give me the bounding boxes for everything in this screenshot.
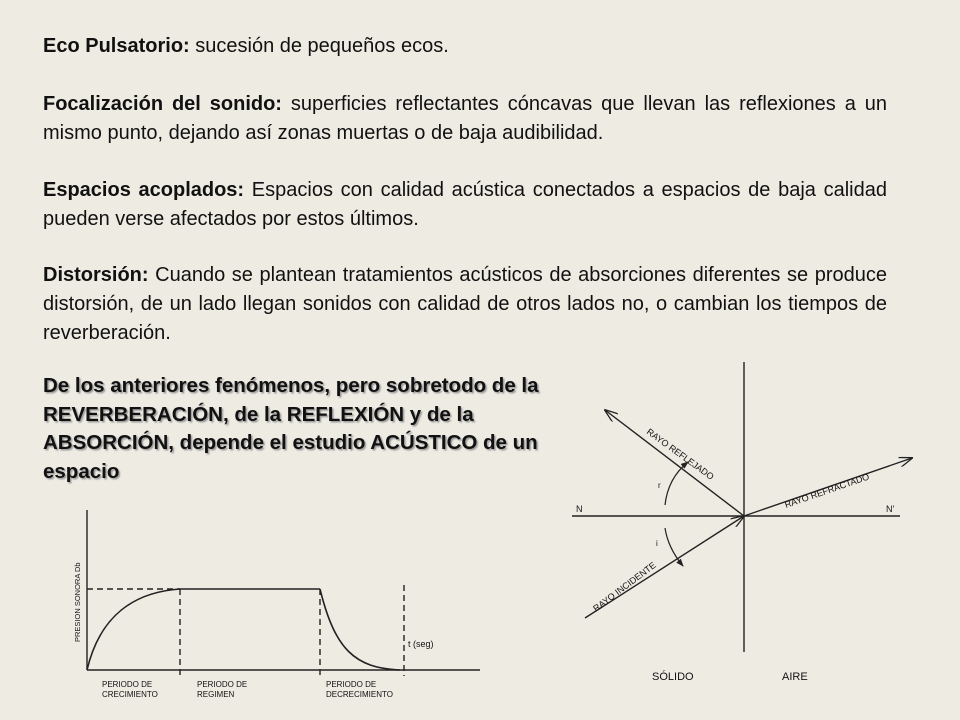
text-espacios-acoplados: Espacios con calidad acústica conectados a espacios de baja calidad pueden verse afectados por estos últimos.: [43, 179, 887, 230]
angle-arc-r: [665, 462, 688, 505]
reflected-ray-label: RAYO REFLEJADO: [644, 426, 716, 482]
phase-2-line1: PERIODO DE: [197, 680, 248, 689]
phase-1-line1: PERIODO DE: [102, 680, 153, 689]
medium-label-air: AIRE: [782, 671, 808, 683]
phase-2-line2: REGIMEN: [197, 690, 235, 699]
graph-x-label: t (seg): [408, 639, 434, 649]
phase-1-line2: CRECIMIENTO: [102, 690, 158, 699]
text-distorsion: Cuando se plantean tratamientos acústicos de absorciones diferentes se produce distorsión, de un lado llegan sonidos con calidad de otros lados no, o cambian los tiempos de reverberación.: [43, 264, 887, 344]
angle-label-r: r: [658, 481, 661, 490]
phase-3-line1: PERIODO DE: [326, 680, 377, 689]
refracted-ray-label: RAYO REFRACTADO: [783, 471, 871, 510]
term-espacios-acoplados: Espacios acoplados:: [43, 179, 245, 201]
normal-label-right: N': [886, 504, 895, 514]
term-focalizacion: Focalización del sonido:: [43, 93, 282, 115]
angle-label-i: i: [656, 539, 658, 548]
phase-3-line2: DECRECIMIENTO: [326, 690, 393, 699]
medium-label-solid: SÓLIDO: [652, 671, 694, 683]
conclusion-highlight: De los anteriores fenómenos, pero sobretodo de la REVERBERACIÓN, de la REFLEXIÓN y de la ABSORCIÓN, depende el estudio ACÚSTICO de un espacio: [43, 374, 539, 483]
term-distorsion: Distorsión:: [43, 264, 149, 286]
reflected-ray: [605, 410, 744, 516]
text-focalizacion: superficies reflectantes cóncavas que llevan las reflexiones a un mismo punto, dejando así zonas muertas o de baja audibilidad.: [43, 93, 888, 144]
normal-label-left: N: [576, 504, 583, 514]
text-eco-pulsatorio: sucesión de pequeños ecos.: [189, 35, 449, 57]
incident-ray-label: RAYO INCIDENTE: [591, 559, 658, 614]
graph-y-label: PRESION SONORA Db: [73, 562, 82, 642]
term-eco-pulsatorio: Eco Pulsatorio:: [43, 35, 190, 57]
